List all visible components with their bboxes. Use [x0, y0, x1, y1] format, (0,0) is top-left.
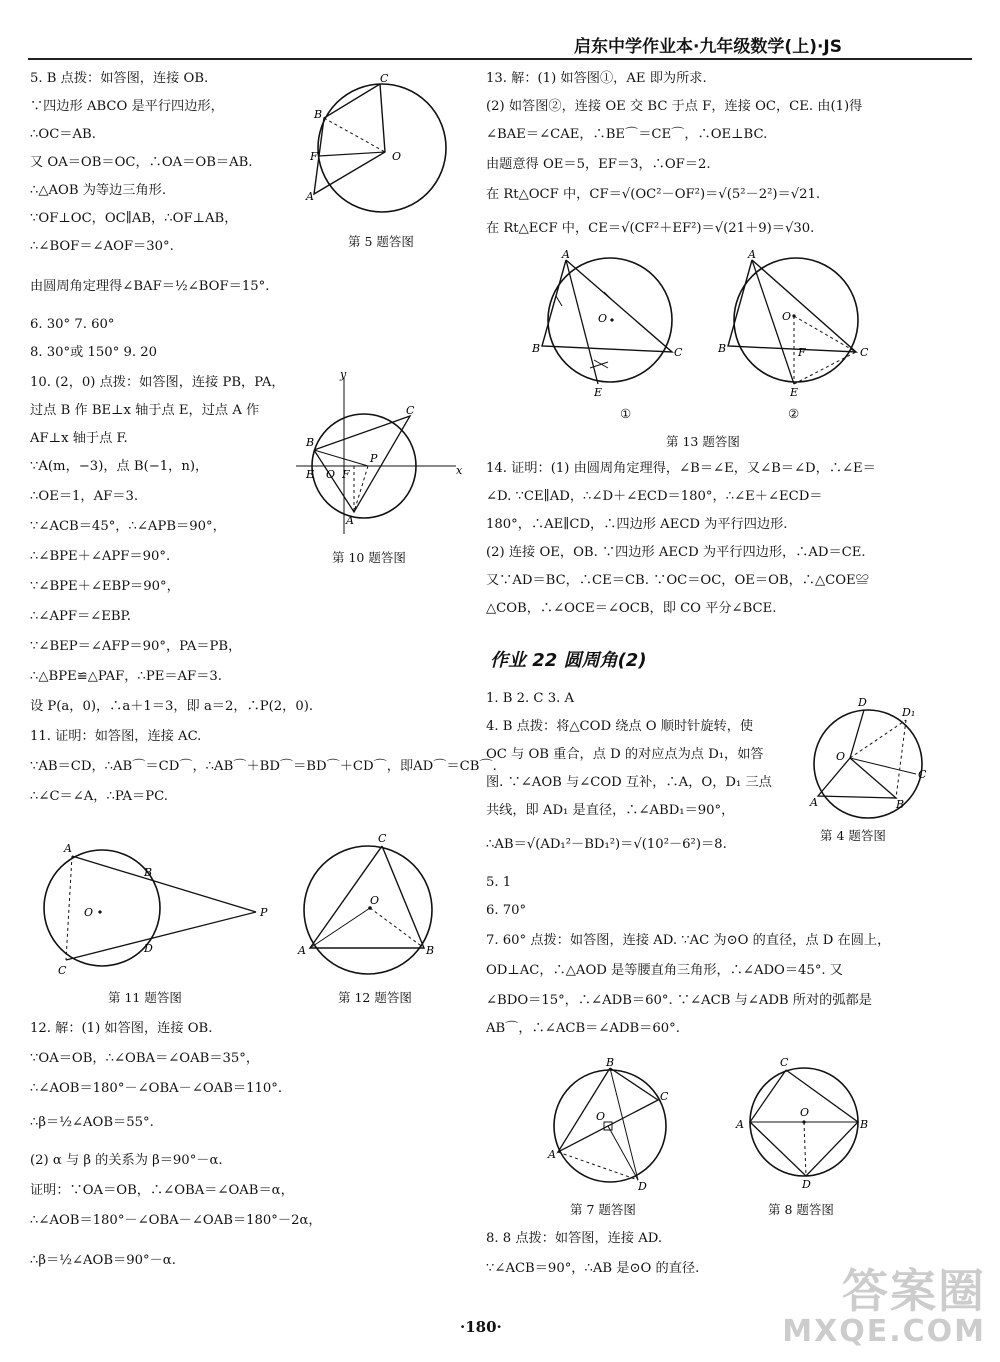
svg-text:O: O: [836, 750, 846, 763]
answer-line: 10. (2，0) 点拨：如答图，连接 PB，PA，: [30, 375, 285, 390]
answer-line: ∴AB＝√(AD₁²－BD₁²)＝√(10²－6²)＝8.: [486, 837, 727, 852]
answer-line: ∵∠BPE＋∠EBP＝90°，: [30, 579, 180, 594]
answer-line: ∴OE＝1，AF＝3.: [30, 489, 139, 504]
answer-line: ∵∠ACB＝90°，∴AB 是⊙O 的直径.: [486, 1261, 700, 1276]
answer-line: AB⌒，∴∠ACB＝∠ADB＝60°.: [486, 1021, 680, 1036]
answer-line: 5. B 点拨：如答图，连接 OB.: [30, 71, 209, 86]
answer-line: ∵四边形 ABCO 是平行四边形，: [30, 99, 224, 114]
svg-text:B: B: [314, 108, 323, 121]
svg-text:D: D: [638, 1180, 647, 1193]
figure-13-caption: 第 13 题答图: [666, 434, 740, 449]
figure-5: [306, 72, 470, 226]
svg-text:O: O: [370, 894, 380, 907]
svg-text:A: A: [346, 514, 354, 527]
svg-text:E: E: [790, 386, 799, 399]
answer-line: 图. ∵∠AOB 与∠COD 互补，∴A，O，D₁ 三点: [486, 775, 772, 790]
svg-text:F: F: [798, 346, 806, 359]
svg-text:C: C: [406, 404, 415, 417]
page-header: [28, 30, 972, 60]
svg-text:C: C: [660, 1090, 669, 1103]
answer-line: ∵OF⊥OC，OC∥AB，∴OF⊥AB，: [30, 211, 238, 226]
figure-13-caption-2: ②: [788, 406, 800, 421]
figure-11: [36, 842, 276, 982]
answer-line: 设 P(a，0)，∴a＋1＝3，即 a＝2，∴P(2，0).: [30, 699, 314, 714]
svg-text:A: A: [562, 248, 570, 261]
answer-line: 由圆周角定理得∠BAF＝½∠BOF＝15°.: [30, 279, 270, 294]
answer-line: 14. 证明：(1) 由圆周角定理得，∠B＝∠E，又∠B＝∠D，∴∠E＝: [486, 461, 876, 476]
figure-13-1: [532, 248, 688, 399]
svg-text:C: C: [860, 346, 869, 359]
svg-text:B: B: [144, 866, 153, 879]
svg-text:F: F: [342, 468, 350, 481]
answer-line: 证明：∵OA＝OB，∴∠OBA＝∠OAB＝α，: [30, 1183, 294, 1198]
svg-text:O: O: [800, 1106, 810, 1119]
svg-text:D₁: D₁: [902, 706, 916, 719]
svg-text:x: x: [456, 464, 463, 477]
answer-line: ∠BDO＝15°，∴∠ADB＝60°. ∵∠ACB 与∠ADB 所对的弧都是: [486, 993, 872, 1008]
answer-line: ∵A(m，−3)，点 B(−1，n)，: [30, 459, 209, 474]
svg-text:B: B: [718, 342, 727, 355]
answer-line: 5. 1: [486, 875, 512, 890]
svg-text:O: O: [392, 150, 402, 163]
svg-text:E: E: [594, 386, 603, 399]
answer-line: ∴β＝½∠AOB＝90°－α.: [30, 1253, 176, 1268]
answer-line: ∵∠ACB＝45°，∴∠APB＝90°，: [30, 519, 226, 534]
section-title: 作业 22 圆周角(2): [490, 650, 647, 671]
svg-text:C: C: [58, 964, 67, 977]
figure-8: [736, 1056, 876, 1194]
figure-12: [296, 830, 446, 980]
answer-line: ∴∠BOF＝∠AOF＝30°.: [30, 239, 174, 254]
answer-line: OC 与 OB 重合，点 D 的对应点为点 D₁，如答: [486, 747, 764, 762]
figure-10: [296, 368, 466, 544]
answer-line: 在 Rt△OCF 中，CF＝√(OC²－OF²)＝√(5²－2²)＝√21.: [486, 187, 821, 202]
figure-7: [548, 1056, 678, 1194]
answer-line: ∵OA＝OB，∴∠OBA＝∠OAB＝35°，: [30, 1051, 260, 1066]
svg-text:P: P: [260, 906, 268, 919]
answer-line: △COB，∴∠OCE＝∠OCB，即 CO 平分∠BCE.: [486, 601, 777, 616]
answer-line: 180°，∴AE∥CD，∴四边形 AECD 为平行四边形.: [486, 517, 788, 532]
svg-text:D: D: [858, 696, 867, 709]
svg-text:D: D: [802, 1178, 811, 1191]
svg-text:A: A: [64, 842, 72, 855]
answer-line: 在 Rt△ECF 中，CE＝√(CF²＋EF²)＝√(21＋9)＝√30.: [486, 221, 815, 236]
svg-text:O: O: [84, 906, 94, 919]
figure-7-caption: 第 7 题答图: [570, 1202, 636, 1217]
answer-line: 由题意得 OE＝5，EF＝3，∴OF＝2.: [486, 157, 711, 172]
header-title: 启东中学作业本·九年级数学(上)·JS: [573, 37, 842, 57]
svg-text:A: A: [306, 190, 314, 203]
svg-text:A: A: [810, 796, 818, 809]
svg-text:O: O: [782, 310, 792, 323]
figure-11-caption: 第 11 题答图: [108, 990, 182, 1005]
svg-text:E: E: [306, 468, 315, 481]
svg-text:C: C: [918, 768, 927, 781]
answer-line: ∴β＝½∠AOB＝55°.: [30, 1115, 154, 1130]
figure-8-caption: 第 8 题答图: [768, 1202, 834, 1217]
answer-line: 共线，即 AD₁ 是直径，∴∠ABD₁＝90°，: [486, 803, 735, 818]
svg-text:y: y: [340, 368, 347, 381]
svg-text:F: F: [310, 150, 318, 163]
answer-line: ∴△BPE≌△PAF，∴PE＝AF＝3.: [30, 669, 222, 684]
svg-text:O: O: [596, 1110, 606, 1123]
watermark: [782, 1266, 986, 1348]
svg-text:A: A: [748, 248, 756, 261]
answer-line: ∴∠AOB＝180°－∠OBA－∠OAB＝110°.: [30, 1081, 283, 1096]
figure-5-caption: 第 5 题答图: [348, 234, 414, 249]
figure-12-caption: 第 12 题答图: [338, 990, 412, 1005]
answer-line: 11. 证明：如答图，连接 AC.: [30, 729, 202, 744]
answer-line: ∵AB＝CD，∴AB⌒＝CD⌒，∴AB⌒＋BD⌒＝BD⌒＋CD⌒，即AD⌒＝CB⌒.: [30, 759, 497, 774]
answer-line: 过点 B 作 BE⊥x 轴于点 E，过点 A 作: [30, 403, 260, 418]
answer-line: 4. B 点拨：将△COD 绕点 O 顺时针旋转，使: [486, 719, 754, 734]
answer-line: ∴∠AOB＝180°－∠OBA－∠OAB＝180°－2α，: [30, 1213, 322, 1228]
answer-line: ∵∠BEP＝∠AFP＝90°，PA＝PB，: [30, 639, 242, 654]
svg-text:B: B: [306, 436, 315, 449]
answer-line: ∴OC＝AB.: [30, 127, 96, 142]
answer-line: OD⊥AC，∴△AOD 是等腰直角三角形，∴∠ADO＝45°. 又: [486, 963, 843, 978]
answer-line: AF⊥x 轴于点 F.: [30, 431, 128, 446]
svg-text:C: C: [780, 1056, 789, 1069]
svg-text:C: C: [378, 832, 387, 845]
figure-13-2: [718, 248, 874, 399]
svg-text:O: O: [598, 312, 608, 325]
answer-line: ∠D. ∵CE∥AD，∴∠D＋∠ECD＝180°，∴∠E＋∠ECD＝: [486, 489, 823, 504]
answer-line: 8. 8 点拨：如答图，连接 AD.: [486, 1231, 663, 1246]
watermark-title: 答案圈: [842, 1264, 986, 1318]
figure-10-caption: 第 10 题答图: [332, 550, 406, 565]
figure-13-caption-1: ①: [620, 406, 632, 421]
answer-line: 12. 解：(1) 如答图，连接 OB.: [30, 1021, 213, 1036]
answer-line: (2) α 与 β 的关系为 β＝90°－α.: [30, 1153, 223, 1168]
svg-text:D: D: [144, 942, 153, 955]
svg-text:C: C: [674, 346, 683, 359]
svg-text:B: B: [896, 798, 905, 811]
answer-line: 8. 30°或 150° 9. 20: [30, 345, 158, 360]
figure-4: [808, 696, 958, 830]
svg-text:A: A: [736, 1118, 744, 1131]
answer-line: (2) 连接 OE，OB. ∵四边形 AECD 为平行四边形，∴AD＝CE.: [486, 545, 866, 560]
watermark-url: MXQE.COM: [782, 1314, 986, 1349]
answer-line: 7. 60° 点拨：如答图，连接 AD. ∵AC 为⊙O 的直径，点 D 在圆上，: [486, 933, 891, 948]
answer-line: 13. 解：(1) 如答图①，AE 即为所求.: [486, 71, 707, 86]
answer-line: ∴∠APF＝∠EBP.: [30, 609, 131, 624]
answer-line: ∴∠BPE＋∠APF＝90°.: [30, 549, 171, 564]
svg-text:B: B: [860, 1118, 869, 1131]
page-number: ·180·: [460, 1318, 502, 1336]
svg-text:A: A: [548, 1148, 556, 1161]
answer-line: ∴∠C＝∠A，∴PA＝PC.: [30, 789, 168, 804]
svg-text:C: C: [380, 72, 389, 85]
answer-line: 6. 70°: [486, 903, 527, 918]
answer-line: (2) 如答图②，连接 OE 交 BC 于点 F，连接 OC，CE. 由(1)得: [486, 99, 863, 114]
svg-text:B: B: [606, 1056, 615, 1069]
svg-text:P: P: [370, 452, 378, 465]
answer-line: 又∵AD＝BC，∴CE＝CB. ∵OC＝OC，OE＝OB，∴△COE≌: [486, 573, 869, 588]
svg-text:A: A: [298, 944, 306, 957]
answer-line: 又 OA＝OB＝OC，∴OA＝OB＝AB.: [30, 155, 253, 170]
answer-line: 1. B 2. C 3. A: [486, 691, 575, 706]
svg-text:B: B: [426, 944, 435, 957]
answer-line: ∴△AOB 为等边三角形.: [30, 183, 167, 198]
answer-line: 6. 30° 7. 60°: [30, 317, 115, 332]
figure-4-caption: 第 4 题答图: [820, 828, 886, 843]
svg-text:B: B: [532, 342, 541, 355]
svg-text:O: O: [326, 468, 336, 481]
answer-line: ∠BAE＝∠CAE，∴BE⌒＝CE⌒，∴OE⊥BC.: [486, 127, 768, 142]
